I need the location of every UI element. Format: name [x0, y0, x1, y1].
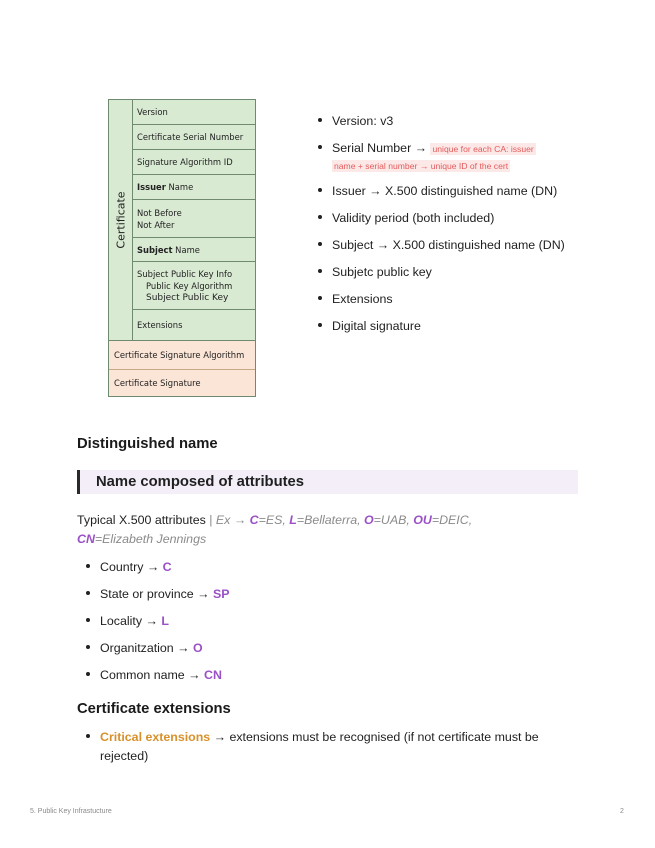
list-item: [84, 728, 574, 766]
cert-row-serial: [133, 125, 255, 150]
cert-subject-rest: Name: [172, 244, 200, 255]
list-item: Validity period (both included): [316, 209, 566, 228]
cert-row-validity: [133, 200, 255, 238]
attributes-callout: [77, 470, 578, 494]
cert-pk-alg-text: Public Key Algorithm: [146, 280, 233, 291]
typical-attributes-paragraph: [77, 511, 517, 549]
cert-not-after-text: Not After: [137, 219, 175, 230]
cert-row-extensions: [133, 310, 255, 340]
cert-not-before-text: Not Before: [137, 207, 182, 218]
example-key-cn: CN: [77, 532, 95, 546]
cert-version-text: Version: [137, 107, 168, 117]
cert-row-signature-algorithm: [109, 340, 255, 369]
list-item: [84, 585, 230, 604]
example-key-ou: OU: [413, 513, 432, 527]
separator: |: [209, 513, 213, 527]
example-key-o: O: [364, 513, 374, 527]
list-item: [84, 612, 230, 631]
footer-chapter-title: 5. Public Key Infrastucture: [30, 808, 112, 815]
cert-row-signature: [109, 369, 255, 396]
attribute-code: O: [192, 641, 203, 655]
cert-subject-text: [137, 244, 255, 256]
list-item: [84, 558, 230, 577]
cert-sig-text: Certificate Signature: [114, 378, 201, 388]
cert-extensions-text: Extensions: [137, 320, 183, 330]
cert-spki-text: Subject Public Key Info: [137, 268, 233, 279]
list-item: [316, 139, 566, 174]
list-item: [84, 639, 230, 658]
list-item: Extensions: [316, 290, 566, 309]
example-val-c: =ES,: [258, 513, 290, 527]
attribute-label: Organitzation →: [100, 641, 190, 655]
list-item: Version: v3: [316, 112, 566, 131]
cert-subject-bold: Subject: [137, 244, 173, 255]
serial-number-note-2: name + serial number → unique ID of the cert: [334, 161, 509, 171]
attribute-code: L: [161, 614, 169, 628]
certificate-side-text: Certificate: [114, 191, 127, 249]
example-prefix: Ex →: [215, 513, 247, 527]
list-item: Subjetc public key: [316, 263, 566, 282]
attribute-label: Country →: [100, 560, 160, 574]
cert-issuer-rest: Name: [165, 182, 194, 192]
example-key-c: C: [249, 513, 259, 527]
cert-spk-text: Subject Public Key: [146, 292, 229, 303]
cert-row-spki: [133, 262, 255, 310]
list-item: Subject → X.500 distinguished name (DN): [316, 236, 566, 255]
list-item: [84, 666, 230, 685]
list-item: Issuer → X.500 distinguished name (DN): [316, 182, 566, 201]
cert-row-issuer: [133, 175, 255, 200]
critical-extensions-text: → extensions must be recognised (if not certificate must be rejected): [100, 730, 539, 763]
critical-extensions-label: Critical extensions: [100, 730, 211, 744]
cert-serial-text: Certificate Serial Number: [137, 132, 244, 142]
example-val-o: =UAB,: [373, 513, 414, 527]
attribute-code: CN: [204, 668, 222, 682]
attribute-label: Common name →: [100, 668, 201, 682]
example-val-l: =Bellaterra,: [296, 513, 365, 527]
distinguished-name-heading: Distinguished name: [77, 436, 218, 452]
example-val-ou: =DEIC,: [431, 513, 473, 527]
cert-issuer-text: [137, 181, 255, 193]
attribute-label: Locality →: [100, 614, 158, 628]
callout-text: Name composed of attributes: [96, 474, 305, 490]
footer-page-number: 2: [620, 808, 624, 815]
serial-number-note-1: unique for each CA: issuer: [432, 144, 534, 154]
cert-issuer-bold: Issuer: [137, 182, 166, 192]
attribute-code: SP: [212, 587, 230, 601]
serial-number-label: Serial Number →: [332, 141, 428, 155]
certificate-extensions-heading: Certificate extensions: [77, 701, 231, 717]
extensions-list: [84, 728, 574, 766]
attribute-code: C: [162, 560, 172, 574]
attribute-list: [84, 558, 230, 693]
example-val-cn: =Elizabeth Jennings: [94, 532, 207, 546]
certificate-structure-diagram: [108, 99, 256, 397]
cert-row-version: [133, 100, 255, 125]
certificate-side-label: [109, 100, 133, 340]
list-item: Digital signature: [316, 317, 566, 336]
cert-sig-alg-text: Certificate Signature Algorithm: [114, 350, 245, 360]
attribute-label: State or province →: [100, 587, 210, 601]
cert-sig-alg-id-text: Signature Algorithm ID: [137, 157, 233, 167]
example-key-l: L: [289, 513, 297, 527]
cert-row-subject: [133, 238, 255, 262]
typical-attributes-label: Typical X.500 attributes: [77, 513, 206, 527]
cert-row-sig-alg-id: [133, 150, 255, 175]
certificate-fields-list: [316, 112, 566, 344]
